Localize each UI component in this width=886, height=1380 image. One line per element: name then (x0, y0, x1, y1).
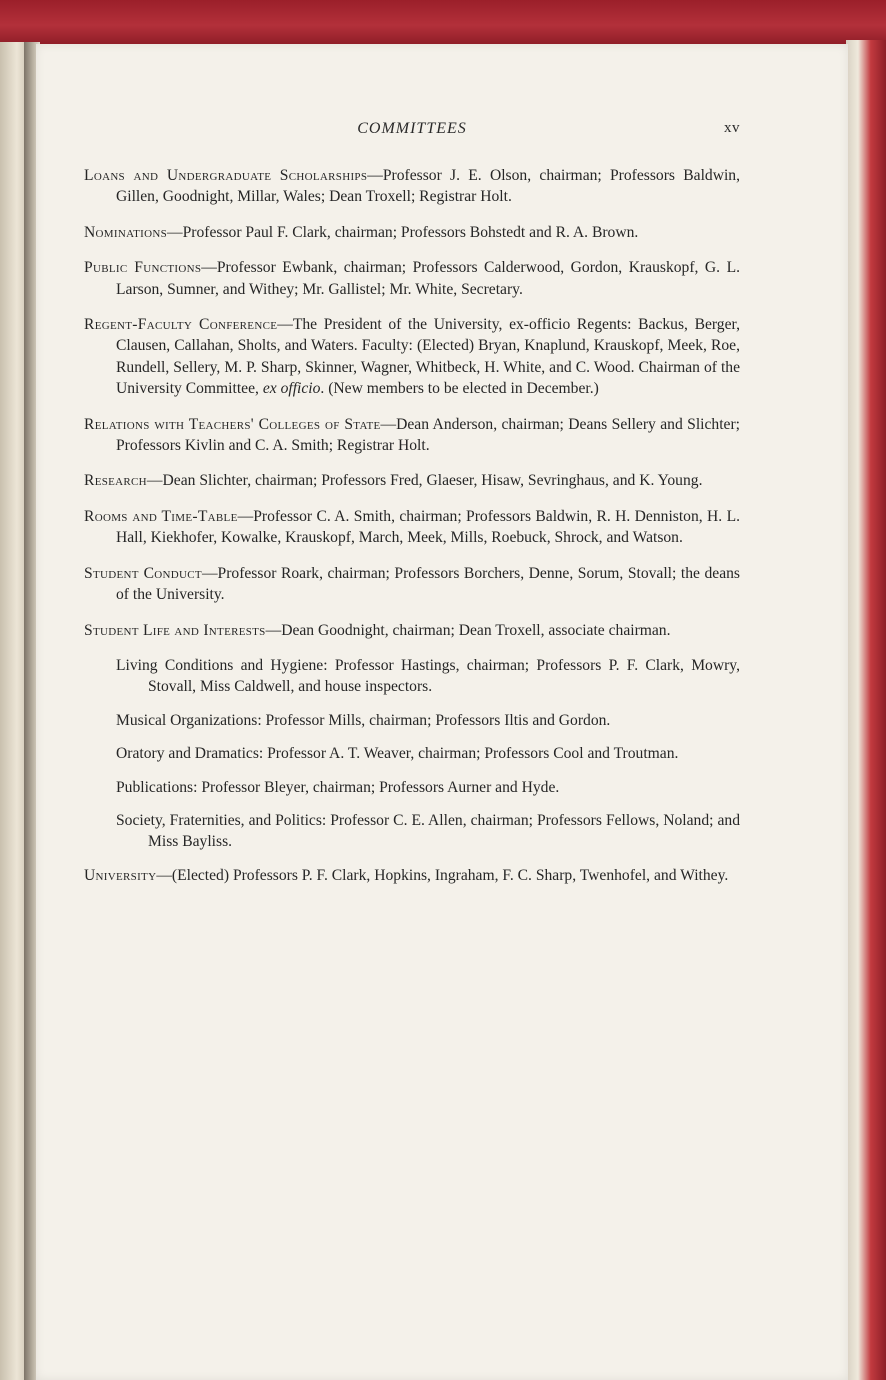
committee-name: Relations with Teachers' Colleges of State (84, 415, 381, 433)
committee-members: —(Elected) Professors P. F. Clark, Hopkins, Ingraham, F. C. Sharp, Twenhofel, and Withey. (156, 866, 729, 884)
red-binding-edge (0, 0, 886, 46)
committee-name: Loans and Undergraduate Scholarships (84, 167, 368, 184)
committee-members: —Professor Ewbank, chairman; Professors Calderwood, Gordon, Krauskopf, G. L. Larson, Sumner, and Withey; Mr. Gallistel; Mr. White, Secretary. (116, 259, 741, 298)
right-page-stack (846, 40, 886, 1380)
running-title: COMMITTEES (357, 120, 467, 137)
left-page-edge (0, 42, 24, 1380)
committee-note: . (New members to be elected in December.) (320, 380, 599, 398)
subcommittee-society: Society, Fraternities, and Politics: Professor C. E. Allen, chairman; Professors Fellows, Noland; and Miss Bayliss. (116, 811, 740, 851)
committee-name: Research (84, 472, 147, 490)
committee-nominations (84, 222, 740, 243)
committee-relations (84, 414, 740, 457)
committee-student-conduct (84, 563, 740, 606)
committee-name: University (84, 866, 157, 884)
committee-name: Student Conduct (84, 564, 202, 582)
committee-name: Student Life and Interests (84, 621, 266, 639)
committee-public-functions (84, 257, 740, 300)
committee-members: —Professor Paul F. Clark, chairman; Professors Bohstedt and R. A. Brown. (167, 223, 639, 241)
committee-members: —Professor Roark, chairman; Professors Borchers, Denne, Sorum, Stovall; the deans of the University. (116, 564, 740, 604)
subcommittee-living-conditions: Living Conditions and Hygiene: Professor Hastings, chairman; Professors P. F. Clark, Mowry, Stovall, Miss Caldwell, and house inspectors. (116, 656, 740, 696)
committee-name: Rooms and Time-Table (84, 507, 238, 525)
committee-research (84, 470, 740, 491)
ex-officio-italic: ex officio (262, 380, 321, 398)
page-number: xv (724, 120, 740, 136)
committee-university (84, 865, 740, 886)
committee-members: —Dean Slichter, chairman; Professors Fred, Glaeser, Hisaw, Sevringhaus, and K. Young. (146, 472, 703, 490)
committee-members: —Dean Anderson, chairman; Deans Sellery and Slichter; Professors Kivlin and C. A. Smith; Registrar Holt. (116, 415, 740, 455)
committee-name: Nominations (84, 223, 168, 241)
committee-rooms (84, 506, 740, 549)
page-header (84, 120, 740, 144)
subcommittee-musical: Musical Organizations: Professor Mills, chairman; Professors Iltis and Gordon. (116, 711, 611, 729)
subcommittee-publications: Publications: Professor Bleyer, chairman; Professors Aurner and Hyde. (116, 778, 560, 796)
committee-members: —Dean Goodnight, chairman; Dean Troxell, associate chairman. (265, 621, 671, 639)
committee-members: —Professor C. A. Smith, chairman; Professors Baldwin, R. H. Denniston, H. L. Hall, Kiekhofer, Kowalke, Krauskopf, March, Meek, Mills, Roebuck, Shrock, and Watson. (116, 507, 740, 547)
committee-list (84, 165, 740, 900)
committee-student-life (84, 620, 740, 641)
committee-regent-faculty (84, 314, 740, 400)
committee-members: —Professor J. E. Olson, chairman; Professors Baldwin, Gillen, Goodnight, Millar, Wales; Dean Troxell; Registrar Holt. (116, 167, 740, 206)
subcommittee-oratory: Oratory and Dramatics: Professor A. T. Weaver, chairman; Professors Cool and Troutman. (116, 745, 679, 763)
committee-members: —The President of the University, ex-officio Regents: Backus, Berger, Clausen, Callahan, Sholts, and Waters. Faculty: (Elected) Bryan, Knaplund, Krauskopf, Meek, Roe, Rundell, Sellery, M. P. Sharp, Skinner, Wagner, Whitbeck, H. White, and C. Wood. Chairman of the University Committee, (116, 316, 740, 398)
committee-name: Regent-Faculty Conference (84, 316, 278, 334)
committee-name: Public Functions (84, 259, 202, 277)
committee-loans (84, 165, 740, 208)
